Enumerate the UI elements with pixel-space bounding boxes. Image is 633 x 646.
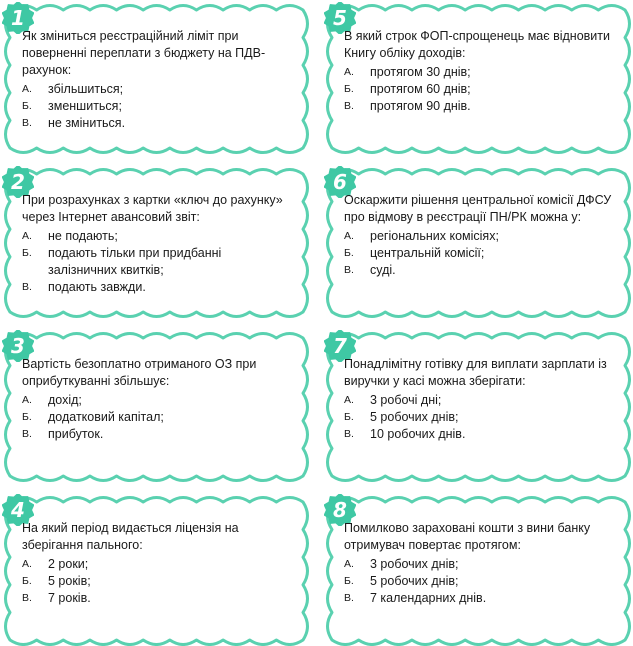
question-card-1 (4, 4, 309, 154)
option-letter: А. (344, 394, 354, 406)
answer-option (344, 81, 614, 98)
option-letter: В. (22, 592, 32, 604)
answer-option (22, 556, 292, 573)
option-letter: Б. (22, 411, 32, 423)
answer-option (22, 392, 292, 409)
option-text: центральній комісії; (370, 246, 485, 260)
option-text: 7 років. (48, 591, 91, 605)
question-text: Понадлімітну готівку для виплати зарплати із виручки у касі можна зберігати: (344, 357, 607, 388)
option-letter: В. (22, 117, 32, 129)
answer-option (22, 426, 292, 443)
option-letter: В. (344, 592, 354, 604)
option-letter: В. (344, 428, 354, 440)
badge-number: 1 (11, 6, 25, 30)
option-text: подають завжди. (48, 280, 146, 294)
option-text: 5 робочих днів; (370, 410, 459, 424)
option-text: протягом 60 днів; (370, 82, 471, 96)
option-text: прибуток. (48, 427, 104, 441)
card-content (22, 28, 292, 132)
option-text: 5 років; (48, 574, 91, 588)
answer-option (22, 279, 292, 296)
badge-number: 3 (11, 334, 25, 358)
question-text: Помилково зараховані кошти з вини банку отримувач повертає протягом: (344, 521, 591, 552)
question-card-6 (326, 168, 631, 318)
badge-number: 6 (333, 170, 347, 194)
option-letter: В. (344, 100, 354, 112)
option-text: дохід; (48, 393, 82, 407)
option-text: 7 календарних днів. (370, 591, 487, 605)
answer-option (344, 392, 614, 409)
option-letter: А. (344, 558, 354, 570)
option-text: 3 робочі дні; (370, 393, 442, 407)
question-text: Оскаржити рішення центральної комісії ДФСУ про відмову в реєстрації ПН/РК можна у: (344, 193, 612, 224)
question-card-5 (326, 4, 631, 154)
card-content (22, 356, 292, 443)
option-letter: Б. (22, 247, 32, 259)
card-content (344, 356, 614, 443)
answer-option (22, 98, 292, 115)
option-letter: А. (344, 66, 354, 78)
answer-option (22, 228, 292, 245)
option-text: суді. (370, 263, 396, 277)
answer-option (344, 409, 614, 426)
card-content (22, 520, 292, 607)
option-text: протягом 30 днів; (370, 65, 471, 79)
badge-number: 7 (333, 334, 347, 358)
answer-option (22, 590, 292, 607)
answer-option (344, 573, 614, 590)
option-text: додатковий капітал; (48, 410, 164, 424)
option-text: 3 робочих днів; (370, 557, 459, 571)
card-content (344, 192, 614, 279)
card-content (22, 192, 292, 296)
question-text: Вартість безоплатно отриманого ОЗ при оприбуткуванні збільшує: (22, 357, 257, 388)
option-text: протягом 90 днів. (370, 99, 471, 113)
question-card-2 (4, 168, 309, 318)
answer-option (344, 245, 614, 262)
question-card-7 (326, 332, 631, 482)
question-card-4 (4, 496, 309, 646)
option-letter: А. (22, 83, 32, 95)
badge-number: 4 (11, 498, 25, 522)
answer-option (344, 556, 614, 573)
option-letter: А. (22, 394, 32, 406)
option-letter: В. (22, 281, 32, 293)
option-letter: В. (22, 428, 32, 440)
question-card-8 (326, 496, 631, 646)
badge-number: 5 (333, 6, 347, 30)
question-text: В який строк ФОП-спрощенець має відновити Книгу обліку доходів: (344, 29, 610, 60)
option-letter: Б. (22, 100, 32, 112)
card-content (344, 520, 614, 607)
badge-number: 8 (333, 498, 347, 522)
option-letter: Б. (344, 411, 354, 423)
answer-option (22, 573, 292, 590)
option-letter: Б. (22, 575, 32, 587)
option-text: 10 робочих днів. (370, 427, 466, 441)
question-card-3 (4, 332, 309, 482)
option-letter: А. (22, 230, 32, 242)
option-letter: В. (344, 264, 354, 276)
answer-option (22, 81, 292, 98)
option-letter: Б. (344, 247, 354, 259)
option-text: не зміниться. (48, 116, 126, 130)
option-text: не подають; (48, 229, 118, 243)
option-text: збільшиться; (48, 82, 124, 96)
answer-option (344, 228, 614, 245)
option-letter: Б. (344, 83, 354, 95)
option-text: зменшиться; (48, 99, 122, 113)
question-text: На який період видається ліцензія на зберігання пального: (22, 521, 239, 552)
answer-option (22, 409, 292, 426)
option-text: подають тільки при придбанні залізничних квитків; (48, 246, 222, 277)
option-text: регіональних комісіях; (370, 229, 499, 243)
option-text: 2 роки; (48, 557, 89, 571)
question-text: При розрахунках з картки «ключ до рахунку» через Інтернет авансовий звіт: (22, 193, 283, 224)
answer-option (22, 115, 292, 132)
option-text: 5 робочих днів; (370, 574, 459, 588)
answer-option (344, 98, 614, 115)
answer-option (344, 426, 614, 443)
answer-option (344, 64, 614, 81)
badge-number: 2 (11, 170, 25, 194)
card-content (344, 28, 614, 115)
question-text: Як зміниться реєстраційний ліміт при поверненні переплати з бюджету на ПДВ-рахунок: (22, 29, 266, 77)
answer-option (344, 262, 614, 279)
answer-option (344, 590, 614, 607)
option-letter: Б. (344, 575, 354, 587)
option-letter: А. (344, 230, 354, 242)
answer-option (22, 245, 292, 279)
option-letter: А. (22, 558, 32, 570)
